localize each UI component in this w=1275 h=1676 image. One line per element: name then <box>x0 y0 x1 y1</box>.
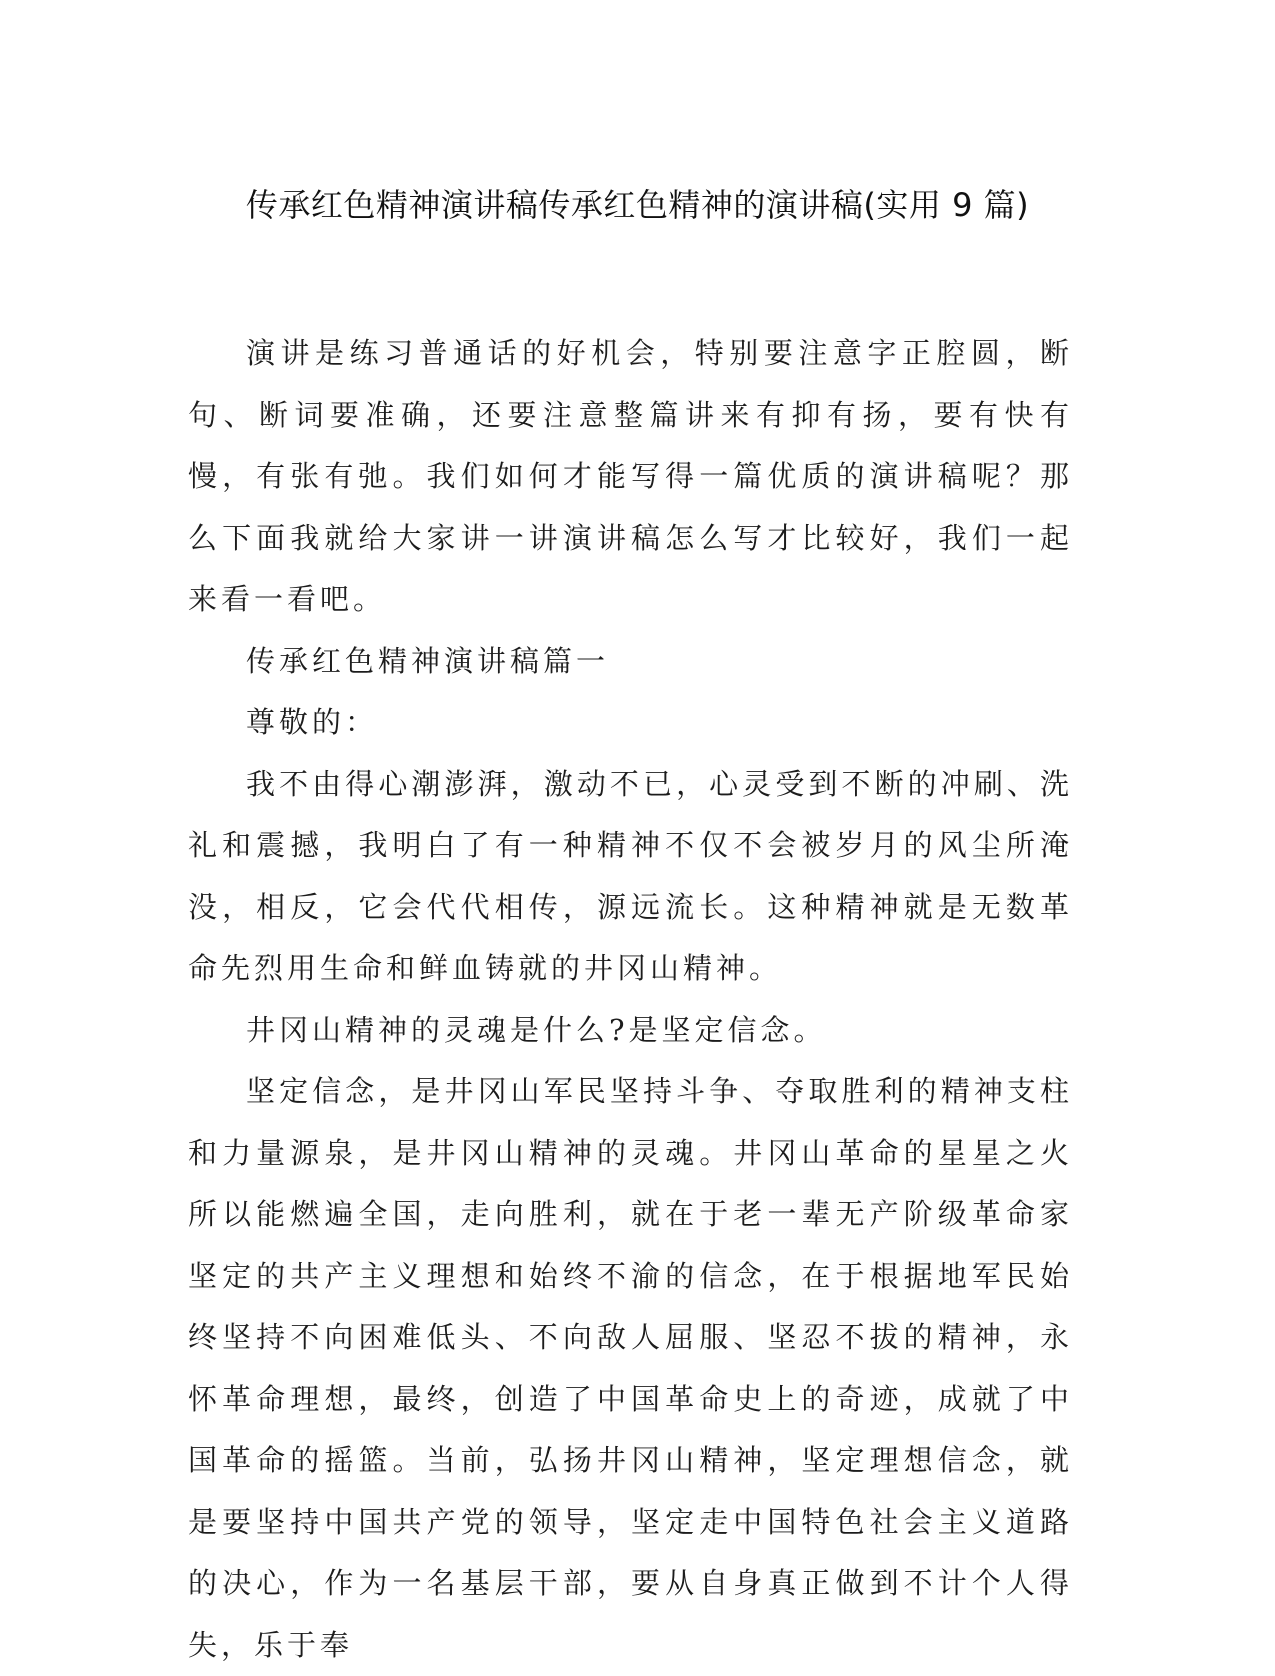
document-title: 传承红色精神演讲稿传承红色精神的演讲稿(实用 9 篇) <box>245 186 1030 224</box>
document-body <box>188 323 1073 1676</box>
body-paragraph: 井冈山精神的灵魂是什么?是坚定信念。 <box>246 1012 827 1047</box>
body-paragraph: 我不由得心潮澎湃，激动不已，心灵受到不断的冲刷、洗礼和震撼，我明白了有一种精神不仅不会被岁月的风尘所淹没，相反，它会代代相传，源远流长。这种精神就是无数革命先烈用生命和鲜血铸就的井冈山精神。 <box>188 766 1073 985</box>
intro-paragraph: 演讲是练习普通话的好机会，特别要注意字正腔圆，断句、断词要准确，还要注意整篇讲来有抑有扬，要有快有慢，有张有弛。我们如何才能写得一篇优质的演讲稿呢？那么下面我就给大家讲一讲演讲稿怎么写才比较好，我们一起来看一看吧。 <box>188 336 1073 616</box>
section-heading: 传承红色精神演讲稿篇一 <box>246 643 610 678</box>
body-paragraph: 坚定信念，是井冈山军民坚持斗争、夺取胜利的精神支柱和力量源泉，是井冈山精神的灵魂。井冈山革命的星星之火所以能燃遍全国，走向胜利，就在于老一辈无产阶级革命家坚定的共产主义理想和始终不渝的信念，在于根据地军民始终坚持不向困难低头、不向敌人屈服、坚忍不拔的精神，永怀革命理想，最终，创造了中国革命史上的奇迹，成就了中国革命的摇篮。当前，弘扬井冈山精神，坚定理想信念，就是要坚持中国共产党的领导，坚定走中国特色社会主义道路的决心，作为一名基层干部，要从自身真正做到不计个人得失，乐于奉 <box>188 1074 1073 1662</box>
salutation: 尊敬的： <box>246 705 379 739</box>
